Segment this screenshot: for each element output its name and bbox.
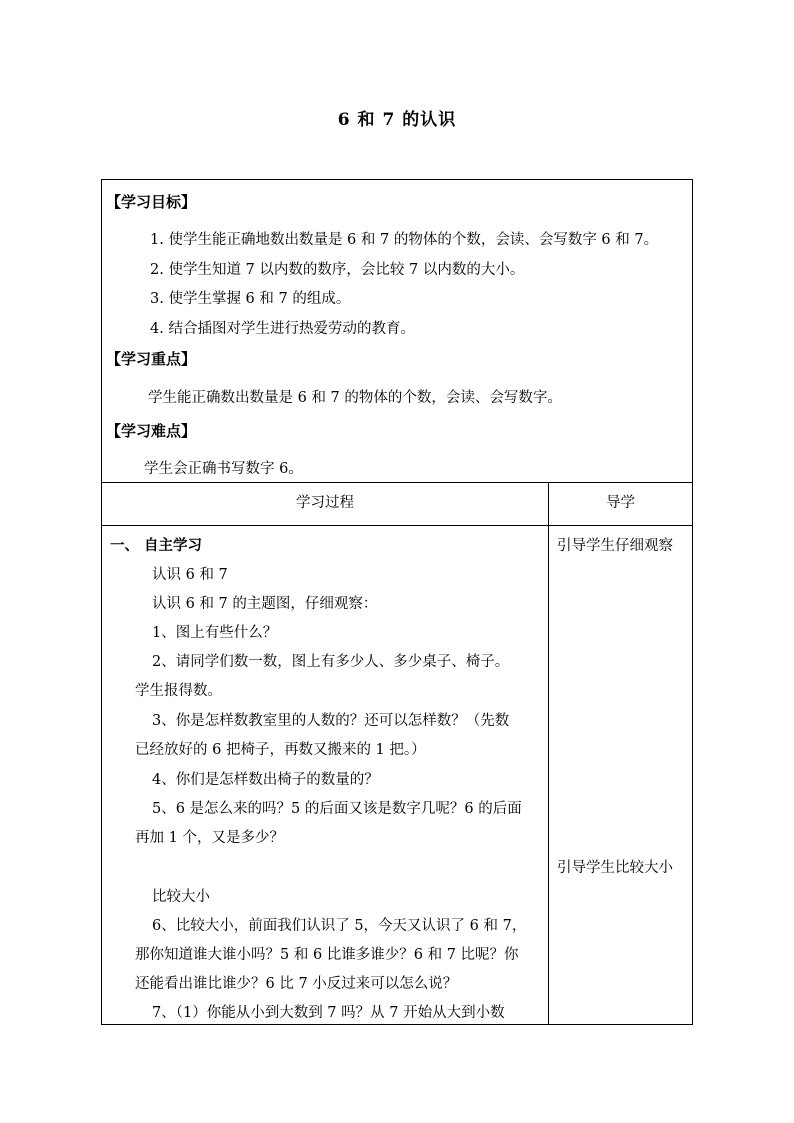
process-line: 还能看出谁比谁少？6 比 7 小反过来可以怎么说？ xyxy=(135,976,458,992)
objectives-box xyxy=(101,179,693,483)
process-line: 3、你是怎样数教室里的人数的？还可以怎样数？（先数 xyxy=(152,713,510,729)
process-line: 7、（1）你能从小到大数到 7 吗？从 7 开始从大到小数 xyxy=(152,1005,505,1021)
difficulty-text: 学生会正确书写数字 6。 xyxy=(144,461,303,477)
process-line: 学生报得数。 xyxy=(135,683,222,699)
key-heading: 【学习重点】 xyxy=(106,350,197,368)
page-title: 6 和 7 的认识 xyxy=(337,110,457,130)
process-line: 2、请同学们数一数，图上有多少人、多少桌子、椅子。 xyxy=(152,654,510,670)
guide-note: 引导学生比较大小 xyxy=(557,860,673,876)
column-divider xyxy=(548,483,549,1024)
process-line: 那你知道谁大谁小吗？5 和 6 比谁多谁少？6 和 7 比呢？你 xyxy=(135,947,519,963)
table-header-row xyxy=(102,483,692,526)
process-line: 认识 6 和 7 xyxy=(152,567,228,583)
goal-item: 2. 使学生知道 7 以内数的数序，会比较 7 以内数的大小。 xyxy=(150,262,525,278)
difficulty-heading: 【学习难点】 xyxy=(106,422,197,440)
process-line: 6、比较大小，前面我们认识了 5，今天又认识了 6 和 7， xyxy=(152,918,527,934)
goals-heading: 【学习目标】 xyxy=(106,193,197,211)
process-line: 1、图上有些什么？ xyxy=(152,625,278,641)
process-line: 5、6 是怎么来的吗？5 的后面又该是数字几呢？6 的后面 xyxy=(152,801,522,817)
process-line: 比较大小 xyxy=(152,889,210,905)
goal-item: 4. 结合插图对学生进行热爱劳动的教育。 xyxy=(150,321,415,337)
key-text: 学生能正确数出数量是 6 和 7 的物体的个数，会读、会写数字。 xyxy=(148,390,562,406)
guide-note: 引导学生仔细观察 xyxy=(557,538,673,554)
goal-item: 3. 使学生掌握 6 和 7 的组成。 xyxy=(150,291,351,307)
process-line: 再加 1 个，又是多少？ xyxy=(135,830,284,846)
section-heading: 一、 自主学习 xyxy=(110,537,203,554)
header-process: 学习过程 xyxy=(296,495,354,511)
process-table xyxy=(101,482,693,1025)
goal-item: 1. 使学生能正确地数出数量是 6 和 7 的物体的个数，会读、会写数字 6 和 7。 xyxy=(150,232,659,248)
header-guide: 导学 xyxy=(606,495,635,511)
process-line: 认识 6 和 7 的主题图，仔细观察： xyxy=(152,596,378,612)
process-line: 4、你们是怎样数出椅子的数量的？ xyxy=(152,772,379,788)
process-line: 已经放好的 6 把椅子，再数又搬来的 1 把。） xyxy=(135,742,426,758)
